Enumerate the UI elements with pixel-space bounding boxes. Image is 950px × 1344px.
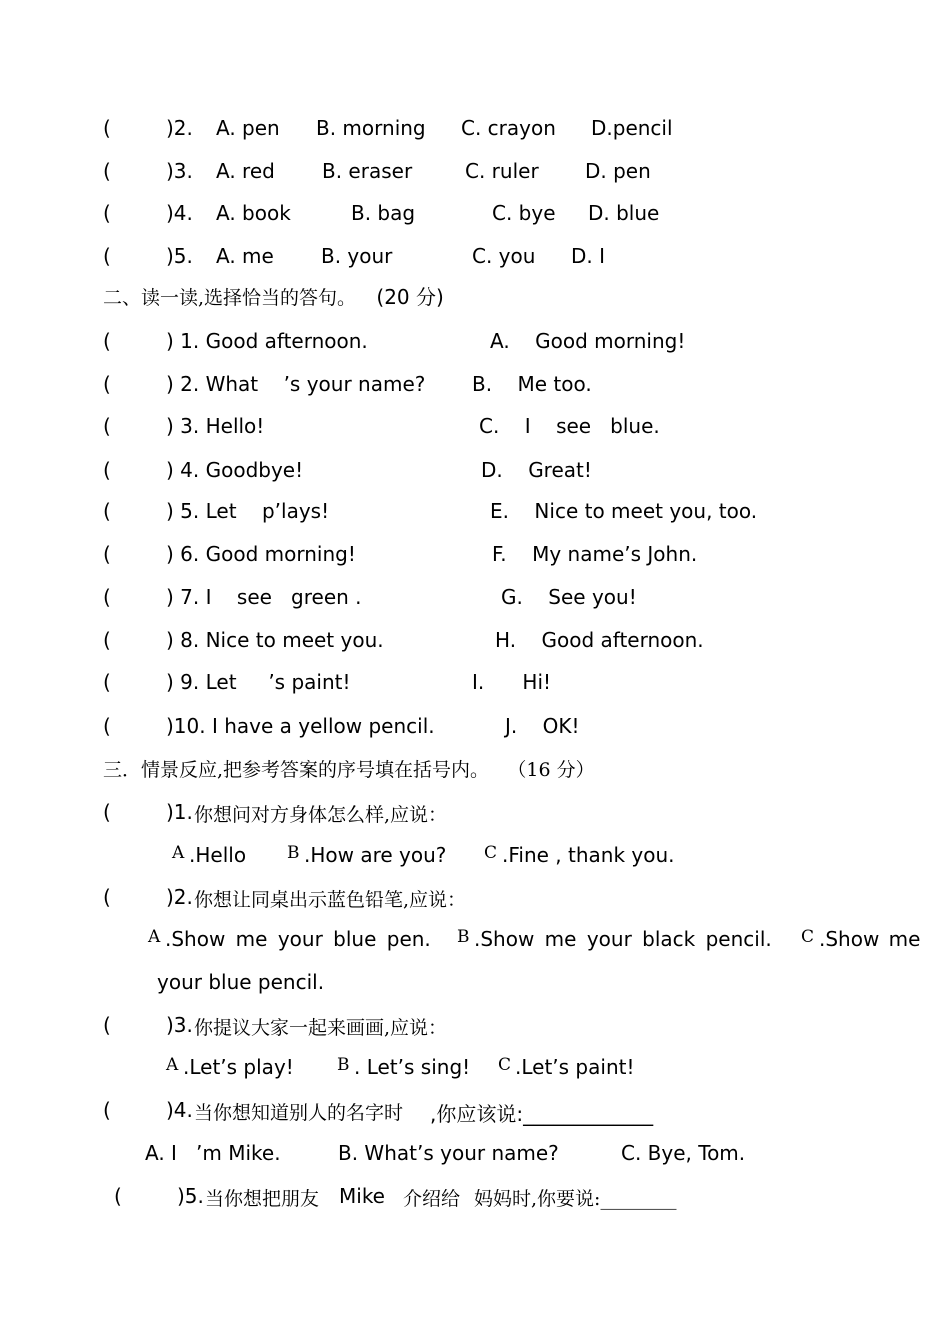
option-a: A. red <box>216 159 275 183</box>
question-text: 你想让同桌出示蓝色铅笔,应说： <box>194 889 467 911</box>
answer-option: D. Great! <box>481 458 592 482</box>
option-c: .Fine , thank you. <box>502 843 675 867</box>
section3-title: 三．情景反应,把参考答案的序号填在括号内。 <box>103 759 490 781</box>
answer-option: I. Hi! <box>472 670 552 694</box>
question-text: ) 5. Let p’lays! <box>166 499 330 523</box>
question-text: ) 4. Goodbye! <box>166 458 304 482</box>
option-a: A. book <box>216 201 291 225</box>
option-b: .Show me your black pencil. <box>474 927 772 951</box>
option-c-letter: C <box>801 927 815 947</box>
question-text: )10. I have a yellow pencil. <box>166 714 435 738</box>
question-number: )2. <box>166 885 193 909</box>
question-text: 当你想知道别人的名字时 <box>194 1102 404 1124</box>
question-text: ) 9. Let ’s paint! <box>166 670 351 694</box>
option-a: A. pen <box>216 116 280 140</box>
question-number: )1. <box>166 800 193 824</box>
question-number: )2. <box>166 116 193 140</box>
option-a: .Show me your blue pen. <box>165 927 431 951</box>
question-text-2: 介绍给 <box>403 1188 461 1210</box>
answer-paren[interactable]: ( <box>103 885 111 909</box>
option-a: A. me <box>216 244 274 268</box>
answer-option: B. Me too. <box>472 372 592 396</box>
answer-blank[interactable]: ,你应该说:_____________ <box>430 1102 654 1126</box>
answer-paren[interactable]: ( <box>103 499 111 523</box>
answer-option: F. My name’s John. <box>492 542 698 566</box>
answer-option: H. Good afternoon. <box>495 628 704 652</box>
answer-paren[interactable]: ( <box>103 1013 111 1037</box>
answer-option: A. Good morning! <box>490 329 686 353</box>
answer-paren[interactable]: ( <box>103 542 111 566</box>
option-a-letter: A <box>166 1055 179 1075</box>
question-text: ) 7. I see green . <box>166 585 362 609</box>
answer-paren[interactable]: ( <box>103 800 111 824</box>
answer-paren[interactable]: ( <box>103 414 111 438</box>
question-number: )4. <box>166 1098 193 1122</box>
option-a-letter: A <box>148 927 161 947</box>
option-c: C. bye <box>492 201 556 225</box>
option-b: B. morning <box>316 116 426 140</box>
option-c-letter: C <box>498 1055 512 1075</box>
question-text: ) 2. What ’s your name? <box>166 372 426 396</box>
question-number: )5. <box>177 1184 204 1208</box>
option-b-letter: B <box>287 843 300 863</box>
answer-paren[interactable]: ( <box>114 1184 122 1208</box>
question-text: ) 3. Hello! <box>166 414 265 438</box>
option-b-letter: B <box>457 927 470 947</box>
answer-paren[interactable]: ( <box>103 116 111 140</box>
question-text: ) 6. Good morning! <box>166 542 356 566</box>
option-b: B. eraser <box>322 159 413 183</box>
answer-paren[interactable]: ( <box>103 244 111 268</box>
answer-paren[interactable]: ( <box>103 159 111 183</box>
option-b: B. your <box>321 244 393 268</box>
option-a-letter: A <box>172 843 185 863</box>
section2-score: (20 分) <box>376 285 444 309</box>
option-c: C. you <box>472 244 536 268</box>
option-a: A. I ’m Mike. <box>145 1141 281 1165</box>
option-b: .How are you? <box>304 843 447 867</box>
question-text-3: 妈妈时,你要说:________ <box>474 1188 677 1210</box>
option-d: D. pen <box>585 159 651 183</box>
option-c: C. crayon <box>461 116 556 140</box>
answer-option: E. Nice to meet you, too. <box>490 499 758 523</box>
question-text: 当你想把朋友 <box>205 1188 320 1210</box>
option-a: .Hello <box>189 843 247 867</box>
question-number: )3. <box>166 159 193 183</box>
option-c-continued: your blue pencil. <box>157 970 325 994</box>
question-number: )4. <box>166 201 193 225</box>
answer-paren[interactable]: ( <box>103 1098 111 1122</box>
question-number: )3. <box>166 1013 193 1037</box>
question-text: 你提议大家一起来画画,应说： <box>194 1017 448 1039</box>
option-d: D.pencil <box>591 116 673 140</box>
option-d: D. blue <box>588 201 660 225</box>
question-text: ) 8. Nice to meet you. <box>166 628 384 652</box>
answer-paren[interactable]: ( <box>103 585 111 609</box>
option-a: .Let’s play! <box>183 1055 294 1079</box>
answer-paren[interactable]: ( <box>103 458 111 482</box>
option-d: D. I <box>571 244 606 268</box>
answer-paren[interactable]: ( <box>103 670 111 694</box>
answer-option: J. OK! <box>505 714 580 738</box>
section3-heading <box>103 757 595 782</box>
section3-score: （16 分） <box>507 759 595 781</box>
answer-paren[interactable]: ( <box>103 201 111 225</box>
friend-name: Mike <box>339 1184 385 1208</box>
answer-option: G. See you! <box>501 585 637 609</box>
section2-heading <box>103 285 444 310</box>
question-text: ) 1. Good afternoon. <box>166 329 368 353</box>
answer-paren[interactable]: ( <box>103 372 111 396</box>
question-text: 你想问对方身体怎么样,应说： <box>194 804 448 826</box>
section2-title: 二、读一读,选择恰当的答句。 <box>103 287 357 309</box>
answer-paren[interactable]: ( <box>103 714 111 738</box>
option-b: B. What’s your name? <box>338 1141 559 1165</box>
option-c-letter: C <box>484 843 498 863</box>
option-c: .Let’s paint! <box>515 1055 635 1079</box>
question-number: )5. <box>166 244 193 268</box>
answer-paren[interactable]: ( <box>103 628 111 652</box>
option-b: B. bag <box>351 201 416 225</box>
option-b: . Let’s sing! <box>354 1055 471 1079</box>
option-c: C. ruler <box>465 159 539 183</box>
option-b-letter: B <box>337 1055 350 1075</box>
answer-paren[interactable]: ( <box>103 329 111 353</box>
option-c: C. Bye, Tom. <box>621 1141 746 1165</box>
option-c: .Show me <box>819 927 921 951</box>
answer-option: C. I see blue. <box>479 414 660 438</box>
